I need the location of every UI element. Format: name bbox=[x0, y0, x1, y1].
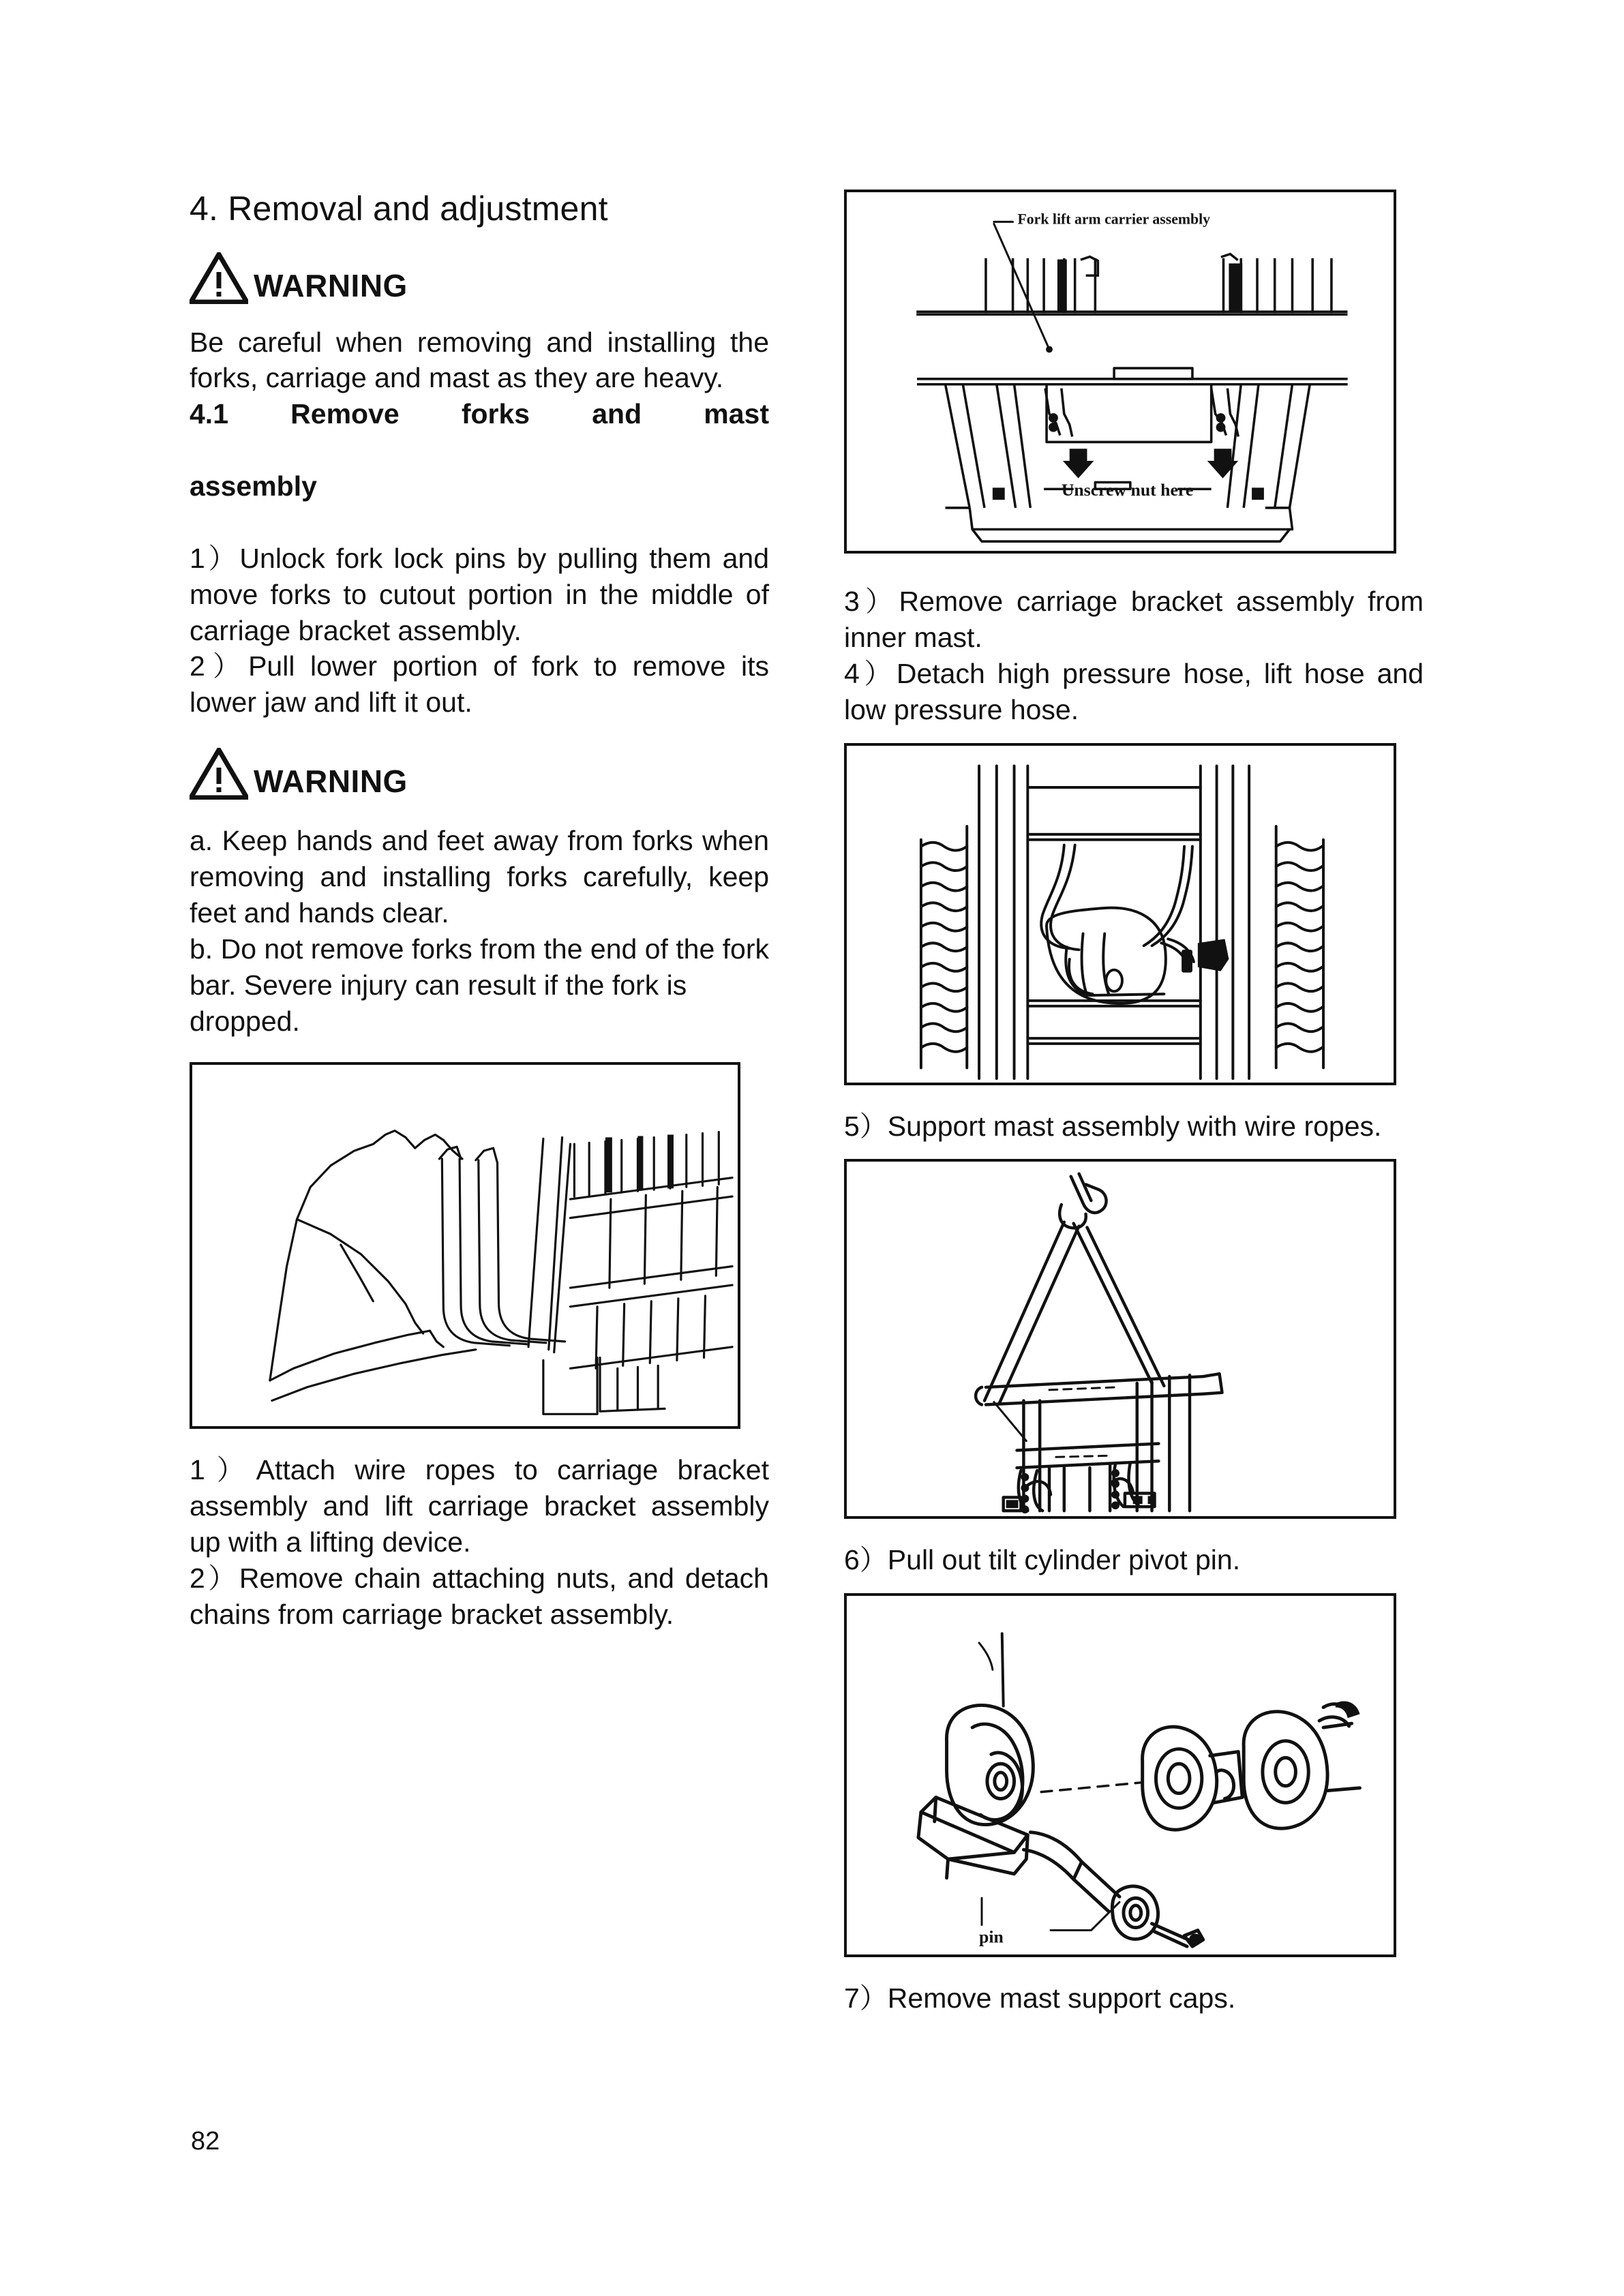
subsection-title-line1: Remove forks and mast bbox=[290, 398, 769, 430]
figure-tilt-cylinder-pivot-pin bbox=[844, 1593, 1396, 1957]
step-3-remove-carriage: 3）Remove carriage bracket assembly from inner mast. bbox=[844, 586, 1424, 653]
warning-label-1: WARNING bbox=[254, 267, 408, 303]
step-5-support-mast: 5）Support mast assembly with wire ropes. bbox=[844, 1110, 1382, 1142]
figure-fork-removal-art bbox=[192, 1065, 738, 1426]
warning-label-2: WARNING bbox=[254, 764, 408, 800]
subsection-heading bbox=[190, 396, 769, 541]
figure-wire-rope-art bbox=[847, 1162, 1394, 1516]
warning-2-item-a: a. Keep hands and feet away from forks when removing and installing forks carefully, keep feet and hands clear. bbox=[190, 825, 769, 928]
step-2-remove-chain-nuts: 2）Remove chain attaching nuts, and detach chains from carriage bracket assembly. bbox=[190, 1562, 769, 1630]
step-4-detach-hoses: 4）Detach high pressure hose, lift hose and low pressure hose. bbox=[844, 657, 1424, 725]
page-title: 4. Removal and adjustment bbox=[190, 190, 608, 228]
page-columns bbox=[190, 190, 1424, 2016]
warning-triangle-icon bbox=[190, 748, 248, 800]
figure-pivot-pin-art bbox=[847, 1596, 1394, 1954]
figure-fork-lift-arm-carrier bbox=[844, 190, 1396, 554]
step-6-pull-pivot-pin: 6）Pull out tilt cylinder pivot pin. bbox=[844, 1544, 1241, 1576]
subsection-title-line2: assembly bbox=[190, 470, 317, 502]
subsection-number: 4.1 bbox=[190, 398, 228, 430]
subsection-heading-line1 bbox=[190, 396, 769, 468]
figure-fork-removal bbox=[190, 1062, 740, 1429]
figure-pivot-pin-label: pin bbox=[979, 1927, 1004, 1947]
warning-block-1 bbox=[190, 252, 769, 304]
figure-carrier-label-top: Fork lift arm carrier assembly bbox=[1017, 211, 1211, 228]
warning-block-2 bbox=[190, 748, 769, 800]
figure-carrier-art bbox=[847, 192, 1394, 551]
step-7-remove-mast-caps: 7）Remove mast support caps. bbox=[844, 1982, 1236, 2014]
warning-2-item-b: b. Do not remove forks from the end of the fork bar. Severe injury can result if the fork is dropped. bbox=[190, 933, 770, 1037]
step-1-unlock: 1）Unlock fork lock pins by pulling them and move forks to cutout portion in the middle of carriage bracket assembly. bbox=[190, 542, 769, 646]
figure-hose-detach bbox=[844, 743, 1396, 1085]
right-column bbox=[844, 190, 1424, 2016]
figure-carrier-label-bottom: Unscrew nut here bbox=[1061, 480, 1194, 500]
page-number: 82 bbox=[191, 2127, 220, 2156]
figure-mast-wire-rope-support bbox=[844, 1159, 1396, 1519]
left-column bbox=[190, 190, 769, 1633]
step-2-pull-lower: 2）Pull lower portion of fork to remove its lower jaw and lift it out. bbox=[190, 650, 769, 719]
warning-1-text: Be careful when removing and installing the forks, carriage and mast as they are heavy. bbox=[190, 326, 769, 394]
figure-hose-art bbox=[847, 746, 1394, 1083]
warning-triangle-icon bbox=[190, 252, 248, 304]
step-1-attach-ropes: 1）Attach wire ropes to carriage bracket assembly and lift carriage bracket assembly up with a lifting device. bbox=[190, 1454, 769, 1558]
